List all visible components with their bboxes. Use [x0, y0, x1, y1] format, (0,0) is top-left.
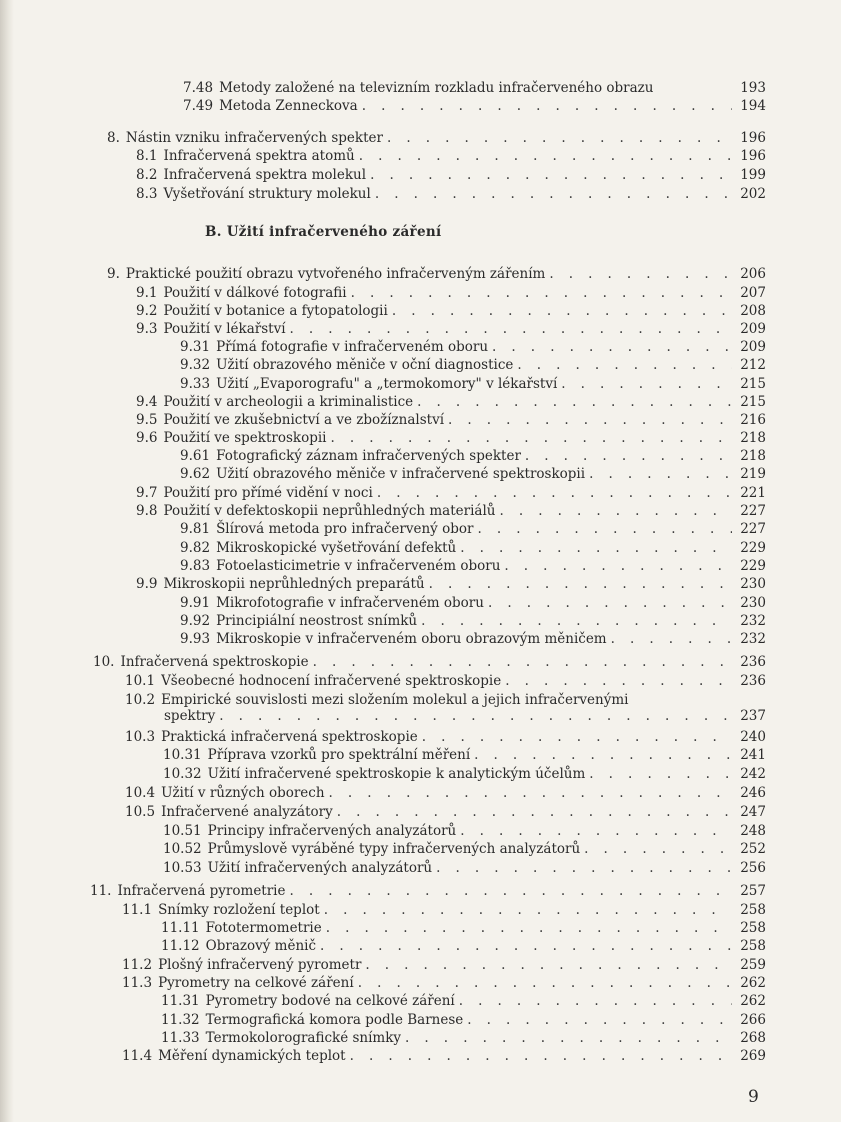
toc-entry-title: Fotografický záznam infračervených spekter	[216, 448, 521, 464]
toc-entry	[136, 183, 766, 202]
toc-entry-title: Termografická komora podle Barnese	[205, 1012, 464, 1028]
toc-entry-number: 9.6	[136, 430, 158, 446]
toc-entry-page: 218	[740, 448, 766, 464]
toc-entry	[93, 651, 766, 670]
toc-leader-dots	[492, 340, 732, 355]
toc-entry	[125, 726, 766, 745]
toc-entry-page: 219	[740, 466, 766, 482]
toc-entry-title: Infračervená pyrometrie	[117, 883, 286, 899]
toc-entry-page: 259	[740, 957, 766, 973]
toc-entry	[180, 373, 766, 392]
toc-entry-number: 11.2	[122, 957, 153, 973]
toc-entry-number: 9.81	[180, 521, 211, 537]
toc-entry-title: Mikrofotografie v infračerveném oboru	[216, 595, 484, 611]
toc-entry-title: Použití ve zkušebnictví a ve zbožíznalství	[163, 412, 445, 428]
toc-entry-page: 258	[740, 920, 766, 936]
toc-entry-title: Snímky rozložení teplot	[158, 902, 320, 918]
toc-entry-number: 9.91	[180, 595, 211, 611]
toc-leader-dots	[448, 413, 732, 428]
toc-leader-dots	[584, 842, 732, 857]
toc-entry-number: 9.5	[136, 412, 158, 428]
toc-entry-title: Fotoelasticimetrie v infračerveném oboru	[216, 558, 501, 574]
toc-entry-title: Termokolorografické snímky	[205, 1030, 402, 1046]
toc-entry	[163, 763, 766, 782]
toc-entry	[136, 145, 766, 164]
toc-leader-dots	[387, 131, 732, 146]
toc-entry-page: 227	[740, 521, 766, 537]
toc-entry-number: 9.83	[180, 558, 211, 574]
toc-entry-number: 11.	[90, 883, 112, 899]
toc-entry-title: Mikroskopie v infračerveném oboru obrazovým měničem	[216, 631, 607, 647]
toc-entry-title: Infračervená spektroskopie	[120, 654, 309, 670]
toc-entry-number: 11.11	[161, 920, 200, 936]
toc-entry-title: Použití v botanice a fytopatologii	[163, 303, 388, 319]
toc-entry-number: 10.53	[163, 860, 202, 876]
toc-entry-title: Infračervená spektra atomů	[163, 148, 355, 164]
toc-leader-dots	[392, 304, 732, 319]
toc-entry	[90, 880, 766, 899]
toc-entry-number: 9.7	[136, 485, 158, 501]
toc-entry-page: 216	[740, 412, 766, 428]
toc-entry-number: 7.49	[183, 98, 214, 114]
toc-leader-dots	[422, 730, 732, 745]
toc-entry	[180, 336, 766, 355]
toc-entry-title: Použití v lékařství	[163, 321, 286, 337]
toc-leader-dots	[375, 187, 732, 202]
toc-leader-dots	[429, 577, 732, 592]
toc-entry-page: 202	[740, 186, 766, 202]
toc-entry-title: Praktická infračervená spektroskopie	[161, 729, 418, 745]
toc-entry-number: 11.31	[161, 993, 200, 1009]
toc-entry	[122, 1045, 766, 1064]
toc-entry	[122, 954, 766, 973]
toc-entry-number: 9.33	[180, 376, 211, 392]
toc-entry-title: Mikroskopické vyšetřování defektů	[216, 540, 457, 556]
toc-entry-number: 10.51	[163, 823, 202, 839]
toc-leader-dots	[219, 709, 732, 724]
toc-entry	[125, 782, 766, 801]
toc-entry-page: 236	[740, 654, 766, 670]
toc-leader-dots	[362, 99, 732, 114]
toc-entry-number: 9.82	[180, 540, 211, 556]
toc-entry-title: Užití v různých oborech	[161, 785, 325, 801]
toc-entry-title: Principy infračervených analyzátorů	[207, 823, 457, 839]
toc-entry-page: 256	[740, 860, 766, 876]
toc-entry	[180, 628, 766, 647]
toc-entry-title: Metoda Zenneckova	[219, 98, 358, 114]
toc-entry-title: Praktické použití obrazu vytvořeného infračerveným zářením	[125, 266, 546, 282]
toc-entry-number: 9.61	[180, 448, 211, 464]
toc-entry-number: 9.62	[180, 466, 211, 482]
toc-leader-dots	[517, 358, 732, 373]
toc-leader-dots	[330, 431, 732, 446]
toc-entry-number: 8.3	[136, 186, 158, 202]
toc-leader-dots	[290, 884, 733, 899]
toc-entry	[180, 610, 766, 629]
toc-entry-title: Užití obrazového měniče v oční diagnostice	[216, 357, 514, 373]
toc-leader-dots	[460, 824, 732, 839]
toc-leader-dots	[504, 559, 732, 574]
toc-entry-page: 218	[740, 430, 766, 446]
toc-entry-page: 227	[740, 503, 766, 519]
toc-entry-number: 9.1	[136, 285, 158, 301]
toc-entry-number: 9.4	[136, 394, 158, 410]
toc-entry	[107, 127, 766, 146]
toc-entry-number: 10.3	[125, 729, 156, 745]
toc-entry-title: Měření dynamických teplot	[158, 1048, 346, 1064]
toc-leader-dots	[611, 632, 732, 647]
toc-entry-number: 10.32	[163, 766, 202, 782]
toc-entry-page: 248	[740, 823, 766, 839]
toc-entry-title: Užití infračervené spektroskopie k analytickým účelům	[207, 766, 586, 782]
toc-entry-title: Použití v dálkové fotografii	[163, 285, 347, 301]
toc-entry-title: Užití „Evaporografu" a „termokomory" v lékařství	[216, 376, 558, 392]
toc-entry-page: 194	[740, 98, 766, 114]
toc-entry-page: 215	[740, 394, 766, 410]
toc-entry-number: 9.9	[136, 576, 158, 592]
toc-entry-title: Všeobecné hodnocení infračervené spektroskopie	[161, 673, 502, 689]
toc-entry-page: 229	[740, 540, 766, 556]
toc-entry-title: Použití v defektoskopii neprůhledných materiálů	[163, 503, 496, 519]
toc-leader-dots	[350, 1049, 732, 1064]
toc-leader-dots	[589, 767, 732, 782]
toc-entry	[122, 899, 766, 918]
toc-leader-dots	[359, 149, 732, 164]
toc-entry-number: 10.52	[163, 841, 202, 857]
toc-entry-page: 246	[740, 785, 766, 801]
toc-entry-page: 199	[740, 167, 766, 183]
toc-entry-page: 207	[740, 285, 766, 301]
toc-entry	[125, 670, 766, 689]
toc-entry	[136, 282, 766, 301]
toc-entry-number: 11.3	[122, 975, 153, 991]
toc-entry-page: 247	[740, 804, 766, 820]
toc-leader-dots	[329, 786, 732, 801]
toc-entry-title: Nástin vzniku infračervených spekter	[125, 130, 383, 146]
toc-entry-page: 229	[740, 558, 766, 574]
toc-leader-dots	[459, 994, 732, 1009]
toc-leader-dots	[313, 655, 732, 670]
toc-entry-title: Užití obrazového měniče v infračervené spektroskopii	[216, 466, 586, 482]
toc-entry-page: 268	[740, 1030, 766, 1046]
toc-entry-page: 258	[740, 938, 766, 954]
toc-leader-dots	[290, 322, 732, 337]
toc-entry	[161, 935, 766, 954]
toc-entry-page: 266	[740, 1012, 766, 1028]
toc-entry	[107, 263, 766, 282]
toc-entry-title: Použití v archeologii a kriminalistice	[163, 394, 414, 410]
toc-entry-title: Příprava vzorků pro spektrální měření	[207, 747, 471, 763]
toc-entry-title: Empirické souvislosti mezi složením molekul a jejich infračervenými	[161, 692, 629, 708]
toc-entry-title: Mikroskopii neprůhledných preparátů	[163, 576, 425, 592]
toc-leader-dots	[436, 861, 732, 876]
toc-entry	[136, 409, 766, 428]
toc-entry-number: 8.	[107, 130, 120, 146]
toc-entry-number: 11.4	[122, 1048, 153, 1064]
toc-entry-number: 9.8	[136, 503, 158, 519]
toc-entry-page: 262	[740, 993, 766, 1009]
toc-entry	[161, 917, 766, 936]
toc-entry-title: Šlírová metoda pro infračervený obor	[216, 521, 474, 537]
toc-entry-page: 242	[740, 766, 766, 782]
toc-entry	[163, 820, 766, 839]
toc-entry-page: 196	[740, 148, 766, 164]
toc-leader-dots	[377, 486, 732, 501]
toc-entry	[122, 972, 766, 991]
toc-entry	[180, 463, 766, 482]
toc-leader-dots	[417, 395, 732, 410]
toc-entry	[183, 77, 766, 96]
toc-leader-dots	[324, 903, 732, 918]
toc-entry-number: 11.1	[122, 902, 153, 918]
toc-continuation-title: spektry	[164, 708, 216, 724]
toc-leader-dots	[405, 1031, 732, 1046]
toc-entry-number: 9.	[107, 266, 120, 282]
toc-entry-number: 10.2	[125, 692, 156, 708]
toc-entry	[161, 1027, 766, 1046]
toc-entry-number: 10.4	[125, 785, 156, 801]
toc-entry-title: Plošný infračervený pyrometr	[158, 957, 362, 973]
toc-leader-dots	[474, 748, 732, 763]
toc-leader-dots	[421, 614, 732, 629]
toc-leader-dots	[549, 267, 732, 282]
toc-entry-page: 215	[740, 376, 766, 392]
toc-entry	[161, 990, 766, 1009]
toc-leader-dots	[467, 1013, 732, 1028]
toc-entry-page: 257	[740, 883, 766, 899]
toc-entry	[180, 592, 766, 611]
toc-entry-page: 269	[740, 1048, 766, 1064]
toc-entry-page: 230	[740, 595, 766, 611]
toc-entry	[136, 300, 766, 319]
toc-leader-dots	[370, 168, 732, 183]
toc-leader-dots	[337, 805, 732, 820]
toc-entry-title: Pyrometry na celkové záření	[158, 975, 354, 991]
toc-entry	[136, 573, 766, 592]
toc-entry-page: 209	[740, 321, 766, 337]
toc-entry-number: 9.2	[136, 303, 158, 319]
toc-entry-number: 10.5	[125, 804, 156, 820]
toc-entry-page: 240	[740, 729, 766, 745]
toc-entry	[183, 95, 766, 114]
toc-entry-number: 11.33	[161, 1030, 200, 1046]
toc-leader-dots	[326, 921, 732, 936]
toc-entry-title: Obrazový měnič	[205, 938, 317, 954]
toc-entry	[180, 354, 766, 373]
toc-entry	[136, 391, 766, 410]
toc-entry-page: 209	[740, 339, 766, 355]
toc-entry-page: 221	[740, 485, 766, 501]
toc-entry-number: 9.32	[180, 357, 211, 373]
toc-entry-number: 10.31	[163, 747, 202, 763]
toc-entry-title: Užití infračervených analyzátorů	[207, 860, 433, 876]
toc-entry	[136, 427, 766, 446]
book-spine-shadow	[0, 0, 14, 1122]
toc-entry-continuation	[164, 707, 766, 724]
toc-entry	[180, 555, 766, 574]
toc-entry	[180, 518, 766, 537]
toc-entry-number: 9.3	[136, 321, 158, 337]
toc-entry-title: Průmyslově vyráběné typy infračervených analyzátorů	[207, 841, 581, 857]
toc-entry-page: 208	[740, 303, 766, 319]
toc-entry-page: 262	[740, 975, 766, 991]
toc-leader-dots	[358, 976, 732, 991]
toc-entry-title: Infračervená spektra molekul	[163, 167, 367, 183]
toc-entry-page: 212	[740, 357, 766, 373]
section-heading: B. Užití infračerveného záření	[205, 224, 442, 240]
toc-entry-number: 8.1	[136, 148, 158, 164]
toc-leader-dots	[505, 674, 732, 689]
toc-entry	[125, 801, 766, 820]
toc-entry-number: 9.92	[180, 613, 211, 629]
toc-entry-title: Vyšetřování struktury molekul	[163, 186, 371, 202]
toc-entry-page: 196	[740, 130, 766, 146]
toc-leader-dots	[589, 467, 732, 482]
toc-entry	[163, 838, 766, 857]
toc-entry-title: Principiální neostrost snímků	[216, 613, 418, 629]
toc-entry	[180, 537, 766, 556]
toc-entry	[161, 1009, 766, 1028]
toc-continuation-page: 237	[740, 708, 766, 724]
toc-entry-title: Fototermometrie	[205, 920, 322, 936]
toc-entry-page: 232	[740, 613, 766, 629]
toc-entry-number: 11.12	[161, 938, 200, 954]
toc-entry-page: 241	[740, 747, 766, 763]
toc-entry-number: 7.48	[183, 80, 214, 96]
toc-entry-title: Infračervené analyzátory	[161, 804, 333, 820]
toc-entry-page: 193	[740, 80, 766, 96]
toc-entry-title: Pyrometry bodové na celkové záření	[205, 993, 455, 1009]
toc-leader-dots	[488, 596, 732, 611]
toc-entry	[136, 482, 766, 501]
toc-entry-number: 9.93	[180, 631, 211, 647]
toc-leader-dots	[351, 286, 732, 301]
toc-leader-dots	[460, 541, 732, 556]
toc-entry-page: 258	[740, 902, 766, 918]
toc-entry	[136, 500, 766, 519]
toc-entry-page: 252	[740, 841, 766, 857]
toc-entry-page: 230	[740, 576, 766, 592]
toc-entry-title: Použití ve spektroskopii	[163, 430, 327, 446]
toc-leader-dots	[525, 449, 732, 464]
toc-entry	[180, 445, 766, 464]
toc-entry-title: Použití pro přímé vidění v noci	[163, 485, 373, 501]
toc-entry-page: 236	[740, 673, 766, 689]
toc-leader-dots	[365, 958, 732, 973]
toc-entry	[163, 857, 766, 876]
toc-entry-number: 10.1	[125, 673, 156, 689]
toc-entry-page: 232	[740, 631, 766, 647]
toc-entry-title: Přímá fotografie v infračerveném oboru	[216, 339, 489, 355]
toc-entry-number: 9.31	[180, 339, 211, 355]
toc-entry	[163, 744, 766, 763]
toc-leader-dots	[477, 522, 732, 537]
toc-entry-number: 10.	[93, 654, 115, 670]
page-number: 9	[748, 1087, 759, 1107]
toc-entry	[125, 689, 766, 708]
toc-leader-dots	[499, 504, 732, 519]
toc-entry-title: Metody založené na televizním rozkladu infračerveného obrazu	[219, 80, 654, 96]
toc-entry-number: 11.32	[161, 1012, 200, 1028]
toc-leader-dots	[561, 377, 732, 392]
toc-entry	[136, 318, 766, 337]
toc-leader-dots	[320, 939, 732, 954]
toc-entry-number: 8.2	[136, 167, 158, 183]
toc-entry-page: 206	[740, 266, 766, 282]
toc-entry	[136, 164, 766, 183]
